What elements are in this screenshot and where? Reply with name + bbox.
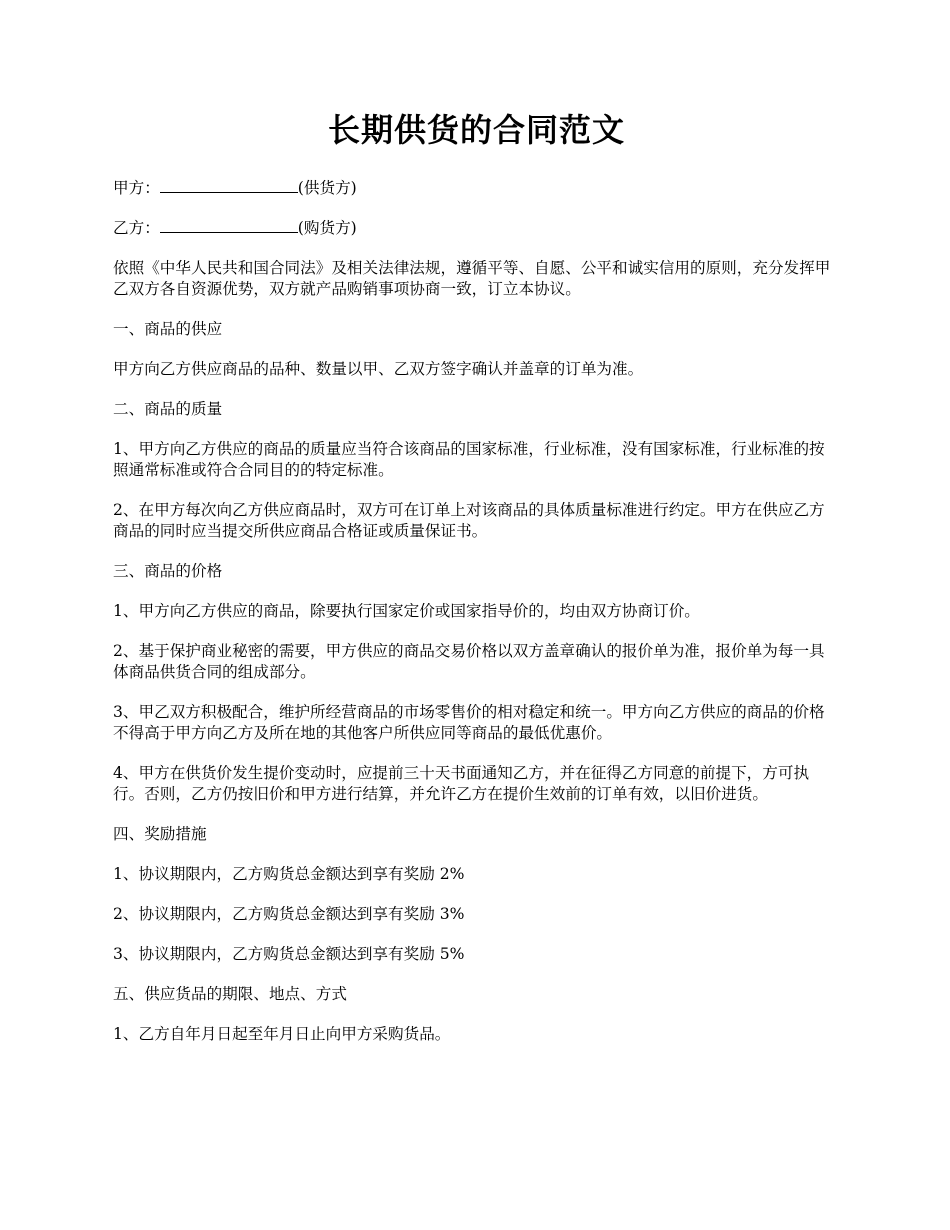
document-title: 长期供货的合同范文 [327,111,625,149]
paragraph: 4、甲方在供货价发生提价变动时，应提前三十天书面通知乙方，并在征得乙方同意的前提下，方可执行。否则，乙方仍按旧价和甲方进行结算，并允许乙方在提价生效前的订单有效，以旧价进货。 [113,764,810,803]
paragraph: 2、基于保护商业秘密的需要，甲方供应的商品交易价格以双方盖章确认的报价单为准，报价单为每一具体商品供货合同的组成部分。 [113,642,825,681]
paragraph: 1、乙方自年月日起至年月日止向甲方采购货品。 [113,1025,451,1043]
paragraph: 1、甲方向乙方供应的商品的质量应当符合该商品的国家标准，行业标准，没有国家标准，行业标准的按照通常标准或符合合同目的的特定标准。 [113,440,825,479]
paragraph: 甲方向乙方供应商品的品种、数量以甲、乙双方签字确认并盖章的订单为准。 [113,360,644,378]
party-b-role: (购货方) [297,219,357,237]
section-heading-supply: 一、商品的供应 [113,320,223,338]
paragraph: 2、在甲方每次向乙方供应商品时，双方可在订单上对该商品的具体质量标准进行约定。甲方在供应乙方商品的同时应当提交所供应商品合格证或质量保证书。 [113,501,825,540]
paragraph: 1、甲方向乙方供应的商品，除要执行国家定价或国家指导价的，均由双方协商订价。 [113,602,700,620]
section-heading-price: 三、商品的价格 [113,562,223,580]
party-a-line [113,178,840,199]
party-a-label: 甲方： [113,179,160,197]
paragraph: 1、协议期限内，乙方购货总金额达到享有奖励 2% [113,865,465,883]
section-heading-rewards: 四、奖励措施 [113,825,207,843]
party-b-blank [160,219,298,233]
section-heading-quality: 二、商品的质量 [113,400,223,418]
paragraph: 3、甲乙双方积极配合，维护所经营商品的市场零售价的相对稳定和统一。甲方向乙方供应的商品的价格不得高于甲方向乙方及所在地的其他客户所供应同等商品的最低优惠价。 [113,703,825,742]
party-b-line [113,218,840,239]
party-b-label: 乙方： [113,219,160,237]
preamble-paragraph: 依照《中华人民共和国合同法》及相关法律法规，遵循平等、自愿、公平和诚实信用的原则，充分发挥甲乙双方各自资源优势，双方就产品购销事项协商一致，订立本协议。 [113,259,831,298]
document-page [113,108,840,1064]
paragraph: 3、协议期限内，乙方购货总金额达到享有奖励 5% [113,945,465,963]
paragraph: 2、协议期限内，乙方购货总金额达到享有奖励 3% [113,905,465,923]
party-a-role: (供货方) [297,179,357,197]
section-heading-delivery: 五、供应货品的期限、地点、方式 [113,985,347,1003]
party-a-blank [160,179,298,193]
